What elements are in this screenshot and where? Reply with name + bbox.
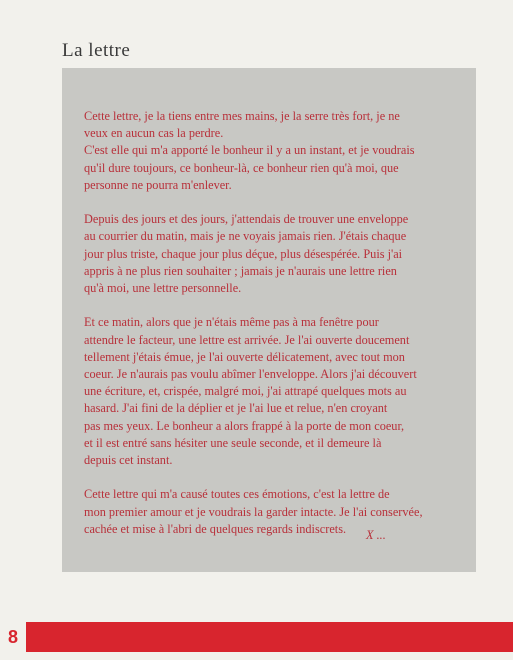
letter-text bbox=[84, 108, 456, 555]
footer-bar bbox=[0, 622, 513, 652]
letter-line: jour plus triste, chaque jour plus déçue, plus désespérée. Puis j'ai bbox=[84, 246, 403, 261]
letter-line: et il est entré sans hésiter une seule seconde, et il demeure là bbox=[84, 435, 382, 450]
letter-line: Cette lettre, je la tiens entre mes mains, je la serre très fort, je ne bbox=[84, 109, 400, 123]
letter-paragraph bbox=[84, 314, 456, 469]
letter-signature: X ... bbox=[366, 528, 386, 542]
letter-line: Et ce matin, alors que je n'étais même pas à ma fenêtre pour bbox=[84, 315, 379, 330]
letter-line: au courrier du matin, mais je ne voyais jamais rien. J'étais chaque bbox=[84, 229, 407, 244]
letter-line: coeur. Je n'aurais pas voulu abîmer l'enveloppe. Alors j'ai découvert bbox=[84, 367, 417, 382]
letter-line: mon premier amour et je voudrais la garder intacte. Je l'ai conservée, bbox=[84, 504, 423, 519]
letter-paragraph bbox=[84, 211, 456, 297]
letter-line: une écriture, et, crispée, malgré moi, j'ai attrapé quelques mots au bbox=[84, 384, 407, 399]
letter-line: qu'il dure toujours, ce bonheur-là, ce bonheur rien qu'à moi, que bbox=[84, 160, 399, 175]
letter-line: appris à ne plus rien souhaiter ; jamais je n'aurais une lettre rien bbox=[84, 263, 397, 278]
page-title: La lettre bbox=[62, 40, 131, 61]
letter-line: pas mes yeux. Le bonheur a alors frappé à la porte de mon coeur, bbox=[84, 418, 405, 433]
letter-line: tellement j'étais émue, je l'ai ouverte délicatement, avec tout mon bbox=[84, 349, 405, 364]
letter-line: Cette lettre qui m'a causé toutes ces émotions, c'est la lettre de bbox=[84, 487, 390, 502]
letter-line: hasard. J'ai fini de la déplier et je l'ai lue et relue, n'en croyant bbox=[84, 401, 388, 416]
letter-line: veux en aucun cas la perdre. bbox=[84, 126, 224, 141]
letter-line: attendre le facteur, une lettre est arrivée. Je l'ai ouverte doucement bbox=[84, 332, 410, 347]
letter-line: cachée et mise à l'abri de quelques regards indiscrets. bbox=[84, 521, 347, 536]
page-number: 8 bbox=[0, 622, 26, 652]
letter-line: Depuis des jours et des jours, j'attendais de trouver une enveloppe bbox=[84, 212, 409, 227]
letter-paragraph bbox=[84, 108, 456, 194]
letter-paragraph bbox=[84, 486, 456, 538]
letter-line: personne ne pourra m'enlever. bbox=[84, 177, 232, 192]
letter-line: qu'à moi, une lettre personnelle. bbox=[84, 281, 242, 296]
letter-line: C'est elle qui m'a apporté le bonheur il y a un instant, et je voudrais bbox=[84, 143, 415, 158]
letter-line: depuis cet instant. bbox=[84, 453, 173, 468]
